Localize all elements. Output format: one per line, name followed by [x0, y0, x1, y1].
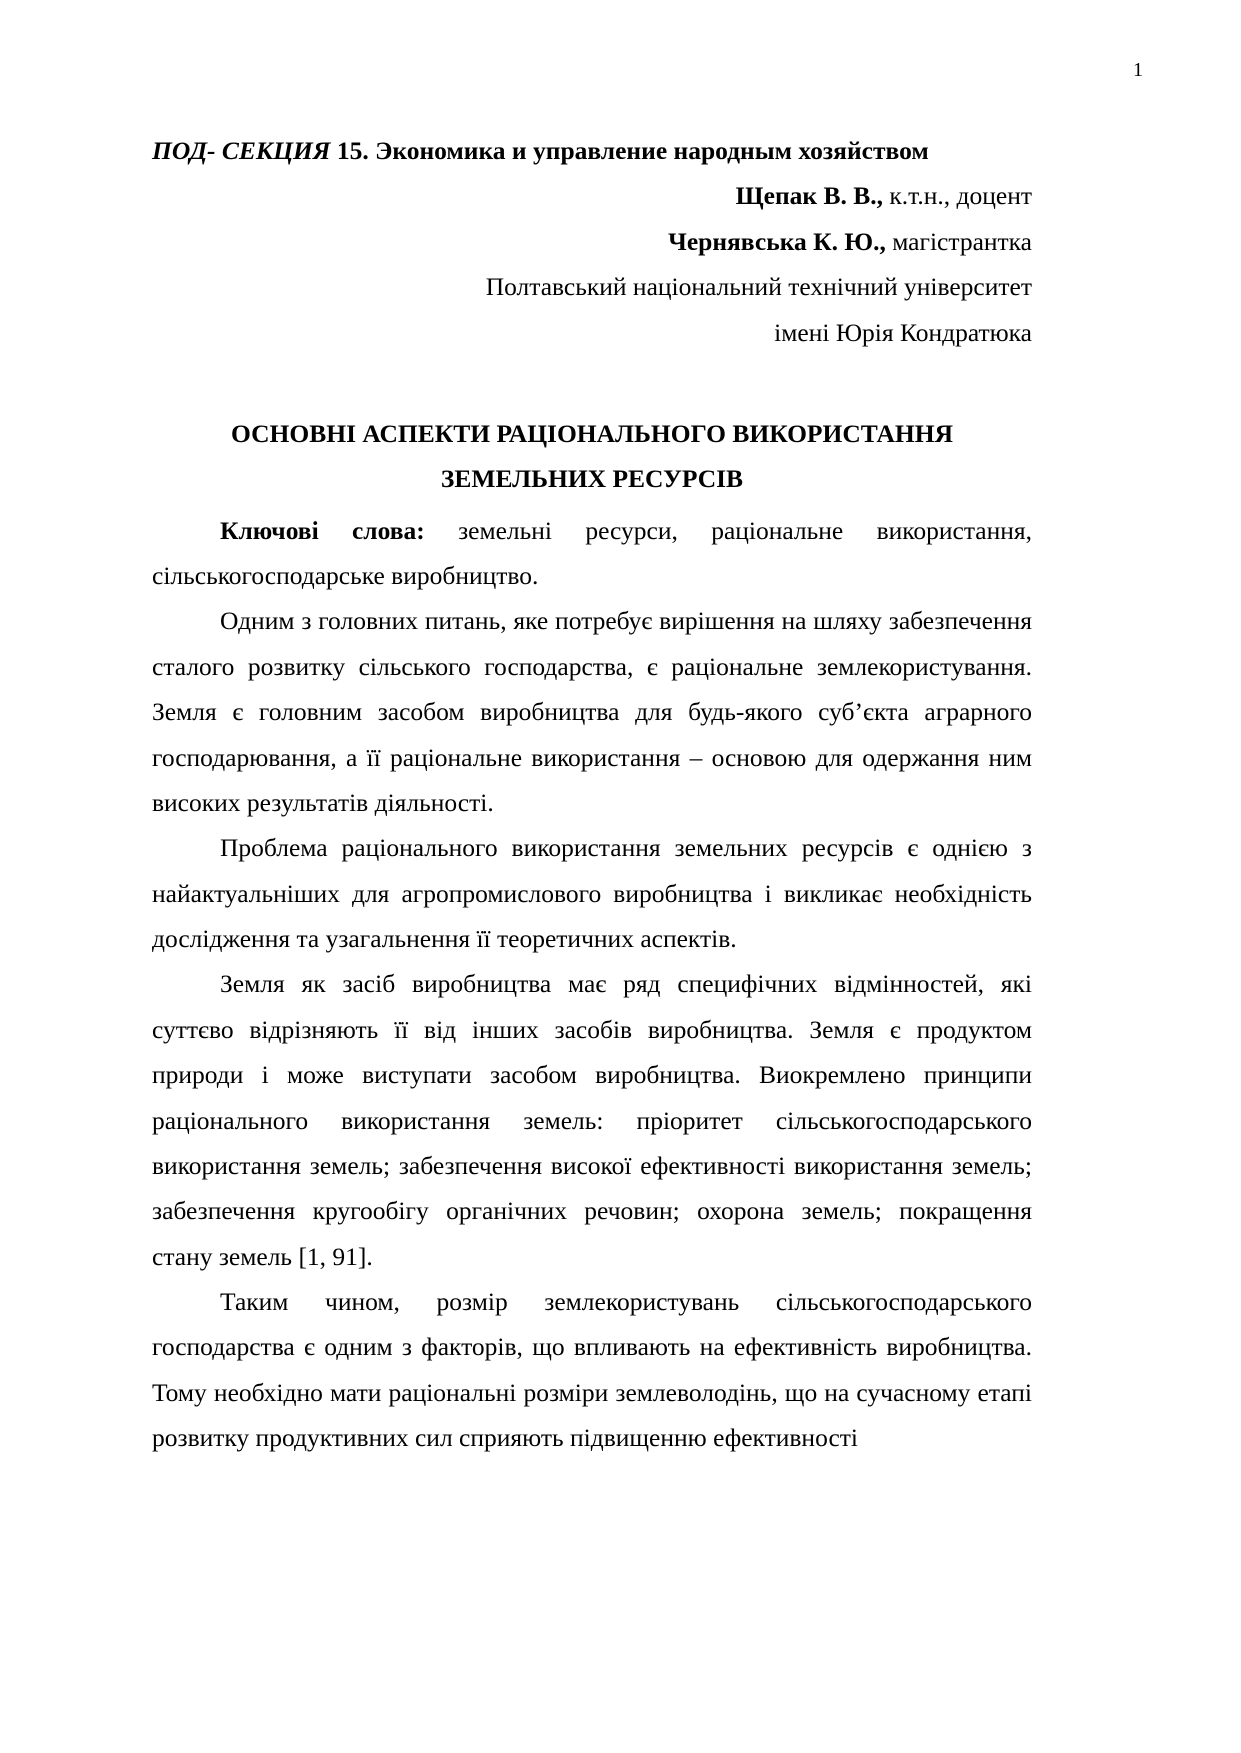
document-content — [152, 128, 1032, 1461]
article-body — [152, 508, 1032, 1461]
page-number: 1 — [1133, 59, 1143, 81]
body-paragraph-3: Земля як засіб виробництва має ряд специфічних відмінностей, які суттєво відрізняють її від інших засобів виробництва. Земля є продуктом природи і може виступати засобом виробництва. Виокремлено принципи раціонального використання земель: пріоритет сільськогосподарського використання земель; забезпечення високої ефективності використання земель; забезпечення кругообігу органічних речовин; охорона земель; покращення стану земель [1, 91]. — [152, 969, 1032, 1271]
keywords-label: Ключові слова: — [220, 515, 425, 545]
document-header — [152, 128, 1032, 355]
author-role-2: магістрантка — [885, 226, 1032, 256]
author-line-2 — [152, 219, 1032, 264]
keywords-text: земельні ресурси, раціональне використання, сільськогосподарське виробництво. — [152, 515, 1032, 590]
affiliation-line-2: імені Юрія Кондратюка — [774, 317, 1032, 347]
author-name-1: Щепак В. В., — [735, 181, 883, 211]
author-line-1 — [152, 173, 1032, 218]
author-name-2: Чернявська К. Ю., — [668, 226, 886, 256]
subsection-prefix: ПОД- СЕКЦИЯ — [152, 136, 331, 165]
subsection-line — [152, 128, 1032, 173]
author-role-1: к.т.н., доцент — [883, 181, 1032, 211]
body-paragraph-4: Таким чином, розмір землекористувань сільськогосподарського господарства є одним з факторів, що впливають на ефективність виробництва. Тому необхідно мати раціональні розміри землеволодінь, що на сучасному етапі розвитку продуктивних сил сприяють підвищенню ефективності — [152, 1287, 1032, 1453]
keywords-paragraph — [152, 508, 1032, 599]
body-paragraph-1: Одним з головних питань, яке потребує вирішення на шляху забезпечення сталого розвитку сільського господарства, є раціональне землекористування. Земля є головним засобом виробництва для будь-якого суб’єкта аграрного господарювання, а її раціональне використання – основою для одержання ним високих результатів діяльності. — [152, 606, 1032, 817]
article-title — [152, 411, 1032, 502]
affiliation-line-1: Полтавський національний технічний університет — [485, 272, 1032, 302]
subsection-rest: 15. Экономика и управление народным хозяйством — [330, 136, 929, 165]
article-title-line-2: ЗЕМЕЛЬНИХ РЕСУРСІВ — [440, 464, 744, 494]
body-paragraph-2: Проблема раціонального використання земельних ресурсів є однією з найактуальніших для агропромислового виробництва і викликає необхідність дослідження та узагальнення її теоретичних аспектів. — [152, 833, 1032, 953]
article-title-line-1: ОСНОВНІ АСПЕКТИ РАЦІОНАЛЬНОГО ВИКОРИСТАННЯ — [231, 418, 953, 448]
